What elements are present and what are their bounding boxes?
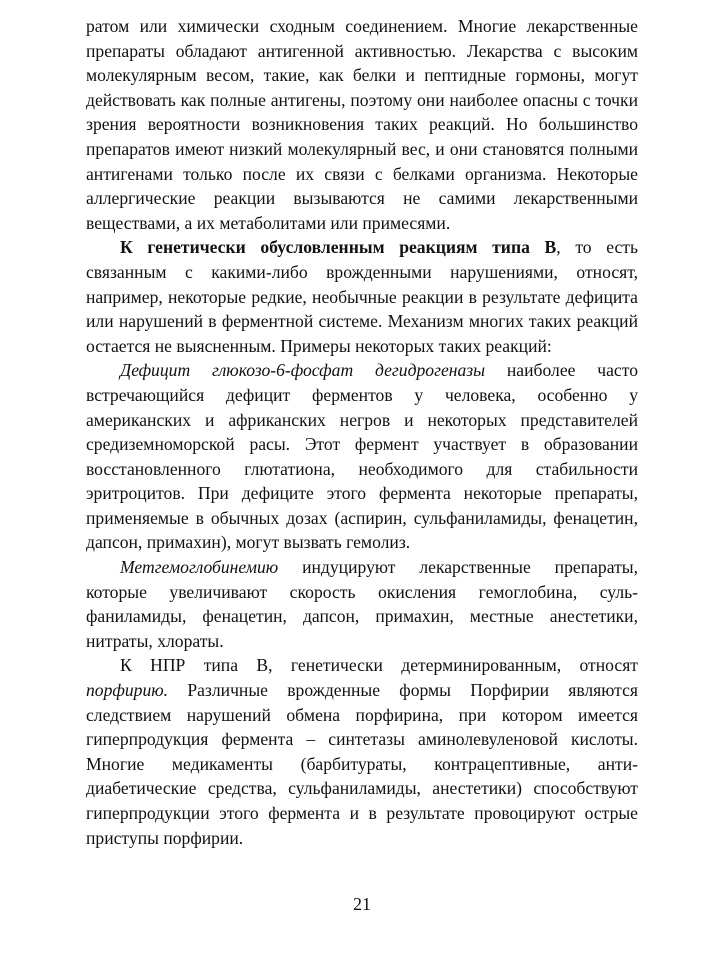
g6pd-text: наиболее часто встречающийся дефицит ферментов у человека, особенно у американских и африканских негров и некоторых представителей средиземноморской расы. Этот фермент участвует в образовании восстановленного глютатиона, необходимого для стабильности эритроцитов. При дефиците этого фермента некоторые препараты, применяемые в обычных дозах (аспирин, сульфаниламиды, фенацетин, дапсон, примахин), могут вызвать гемолиз. xyxy=(86,360,638,553)
porphyria-text: Различные врожденные формы Порфирии являются следствием нарушений обмена порфирина, при котором имеется гиперпродукция фермента – синтетазы аминолевуленовой кислоты. Многие медикаменты (барбитураты, контрацептивные, антидиабетические средства, сульфаниламиды, анестетики) способствуют гиперпродукции этого фермента и в результате провоцируют острые приступы порфирии. xyxy=(86,680,638,848)
page-number: 21 xyxy=(353,894,371,914)
paragraph-antigens-text: ратом или химически сходным соединением. Многие лекарственные препараты обладают антигенной активностью. Лекарства с высоким молекулярным весом, такие, как белки и пептидные гормоны, могут действовать как полные антигены, поэтому они наиболее опасны с точки зрения вероятности возникновения таких реакций. Но большинство препаратов имеют низкий молекулярный вес, и они становятся полными антигенами только после их связи с белками организма. Некоторые аллергические реакции вызываются не самими лекарственными веществами, а их метаболитами или примесями. xyxy=(86,16,638,233)
paragraph-genetic-reactions xyxy=(86,235,638,358)
page-body xyxy=(86,14,638,850)
paragraph-methemoglobinemia xyxy=(86,555,638,653)
paragraph-porphyria xyxy=(86,653,638,850)
paragraph-antigens xyxy=(86,14,638,235)
g6pd-term: Дефицит глюкозо-6-фосфат дегидрогеназы xyxy=(120,360,486,381)
paragraph-g6pd-deficiency xyxy=(86,358,638,555)
porphyria-term: порфирию. xyxy=(86,680,169,701)
methemoglobinemia-term: Метгемоглобинемию xyxy=(120,557,279,578)
porphyria-intro: К НПР типа В, генетически детерминированным, относят xyxy=(120,655,638,676)
genetic-reactions-text: , то есть связанным с какими-либо врожденными нарушениями, относят, например, некоторые редкие, необычные реакции в результате дефицита или нарушений в ферментной системе. Механизм многих таких реакций остается не выясненным. Примеры некоторых таких реакций: xyxy=(86,237,639,356)
methemoglobinemia-text: индуцируют лекарственные препараты, которые увеличивают скорость окисления гемоглобина, сульфаниламиды, фенацетин, дапсон, примахин, местные анестетики, нитраты, хлораты. xyxy=(86,557,638,651)
genetic-reactions-heading: К генетически обусловленным реакциям типа В xyxy=(120,237,557,258)
